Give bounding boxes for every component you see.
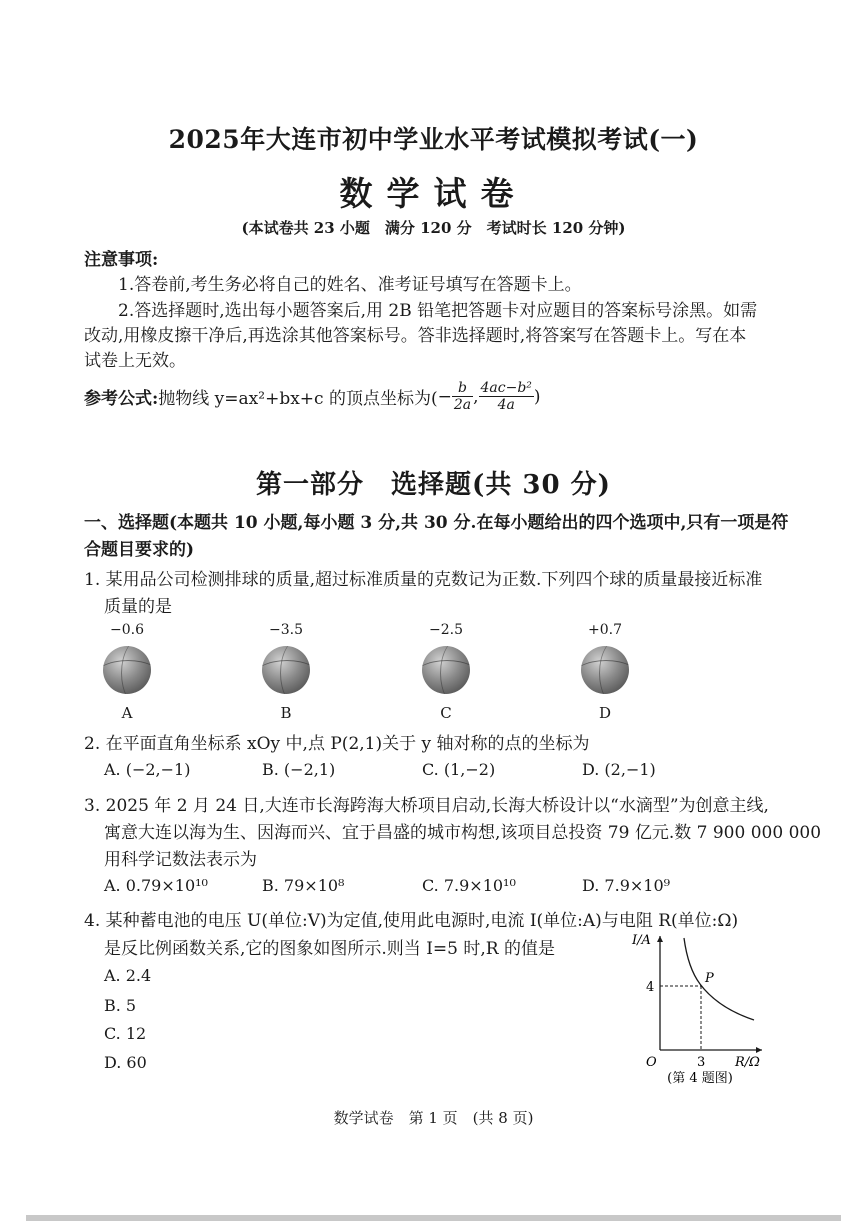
- formula-minus: −: [437, 386, 452, 407]
- question-4-option-c: C. 12: [104, 1024, 147, 1043]
- bottom-divider: [26, 1215, 841, 1221]
- formula-fraction-y: [479, 380, 534, 413]
- exam-title: 2025年大连市初中学业水平考试模拟考试(一): [168, 125, 699, 154]
- exam-subtitle: 数学试卷: [339, 174, 528, 213]
- formula-fraction-x-denominator: 2a: [453, 397, 472, 413]
- formula-fraction-y-denominator: 4a: [497, 397, 515, 413]
- question-4-line-2: 是反比例函数关系,它的图象如图所示.则当 I=5 时,R 的值是: [104, 939, 555, 959]
- question-3-line-3: 用科学记数法表示为: [104, 850, 257, 870]
- question-4-option-d: D. 60: [104, 1053, 147, 1072]
- part-one-title: 第一部分 选择题(共 30 分): [256, 470, 611, 500]
- question-3-option-a: A. 0.79×10¹⁰: [104, 876, 208, 895]
- question-4-figure: [630, 928, 770, 1084]
- question-2-option-a: A. (−2,−1): [104, 760, 191, 779]
- volleyball-icon: [581, 646, 629, 694]
- question-1-line-1: 1. 某用品公司检测排球的质量,超过标准质量的克数记为正数.下列四个球的质量最接近标准: [84, 570, 763, 590]
- volleyball-option-b: [246, 622, 326, 722]
- notes-item-2-line-1: 2.答选择题时,选出每小题答案后,用 2B 铅笔把答题卡对应题目的答案标号涂黑。如需: [118, 301, 758, 321]
- question-3-option-c: C. 7.9×10¹⁰: [422, 876, 516, 895]
- notes-heading: 注意事项:: [84, 250, 159, 270]
- y-tick-label: 4: [646, 980, 655, 995]
- section-instructions-line-1: 一、选择题(本题共 10 小题,每小题 3 分,共 30 分.在每小题给出的四个选项中,只有一项是符: [84, 513, 789, 533]
- question-2-option-d: D. (2,−1): [582, 760, 656, 779]
- volleyball-option-a: [87, 622, 167, 722]
- x-axis-arrow-icon: [756, 1047, 762, 1053]
- question-4-option-b: B. 5: [104, 996, 137, 1015]
- ball-letter: C: [440, 704, 452, 722]
- formula-fraction-x: [452, 380, 473, 413]
- notes-item-1: 1.答卷前,考生务必将自己的姓名、准考证号填写在答题卡上。: [118, 275, 582, 295]
- formula-close: ): [533, 386, 541, 407]
- question-2-line-1: 2. 在平面直角坐标系 xOy 中,点 P(2,1)关于 y 轴对称的点的坐标为: [84, 734, 590, 754]
- volleyball-icon: [262, 646, 310, 694]
- formula-comma: ,: [473, 386, 479, 407]
- page-footer: 数学试卷 第 1 页 (共 8 页): [333, 1109, 534, 1127]
- exam-info: (本试卷共 23 小题 满分 120 分 考试时长 120 分钟): [241, 219, 626, 237]
- x-axis-label: R/Ω: [735, 1055, 760, 1070]
- question-2-option-c: C. (1,−2): [422, 760, 496, 779]
- volleyball-option-d: [565, 622, 645, 722]
- reference-formula: [84, 380, 541, 413]
- ball-value: +0.7: [588, 622, 622, 638]
- volleyball-icon: [103, 646, 151, 694]
- question-3-line-1: 3. 2025 年 2 月 24 日,大连市长海跨海大桥项目启动,长海大桥设计以“水滴型”为创意主线,: [84, 796, 769, 816]
- x-tick-label: 3: [697, 1055, 706, 1070]
- formula-fraction-y-numerator: 4ac−b²: [480, 380, 532, 396]
- notes-item-2-line-3: 试卷上无效。: [84, 351, 186, 371]
- formula-fraction-x-numerator: b: [452, 380, 473, 397]
- question-3-line-2: 寓意大连以海为生、因海而兴、宜于昌盛的城市构想,该项目总投资 79 亿元.数 7 900 000 000: [104, 823, 822, 843]
- question-3-option-b: B. 79×10⁸: [262, 876, 345, 895]
- ball-letter: B: [280, 704, 292, 722]
- question-4-line-1: 4. 某种蓄电池的电压 U(单位:V)为定值,使用此电源时,电流 I(单位:A)与电阻 R(单位:Ω): [84, 911, 739, 931]
- notes-item-2-line-2: 改动,用橡皮擦干净后,再选涂其他答案标号。答非选择题时,将答案写在答题卡上。写在本: [84, 326, 747, 346]
- y-axis-label: I/A: [632, 933, 651, 948]
- question-3-option-d: D. 7.9×10⁹: [582, 876, 671, 895]
- y-axis-arrow-icon: [657, 936, 663, 942]
- origin-label: O: [646, 1055, 657, 1070]
- volleyball-option-c: [406, 622, 486, 722]
- ball-letter: D: [598, 704, 612, 722]
- formula-text: 抛物线 y=ax²+bx+c 的顶点坐标为(: [158, 389, 438, 409]
- figure-caption: (第 4 题图): [667, 1071, 733, 1084]
- volleyball-icon: [422, 646, 470, 694]
- point-p-label: P: [705, 971, 714, 986]
- ball-value: −3.5: [269, 622, 303, 638]
- question-2-option-b: B. (−2,1): [262, 760, 336, 779]
- section-instructions-line-2: 合题目要求的): [84, 540, 195, 560]
- ball-letter: A: [121, 704, 133, 722]
- hyperbola-curve: [684, 938, 754, 1020]
- formula-label: 参考公式:: [84, 389, 159, 409]
- question-1-line-2: 质量的是: [104, 597, 172, 617]
- ball-value: −0.6: [110, 622, 144, 638]
- ball-value: −2.5: [429, 622, 463, 638]
- question-4-option-a: A. 2.4: [104, 966, 152, 985]
